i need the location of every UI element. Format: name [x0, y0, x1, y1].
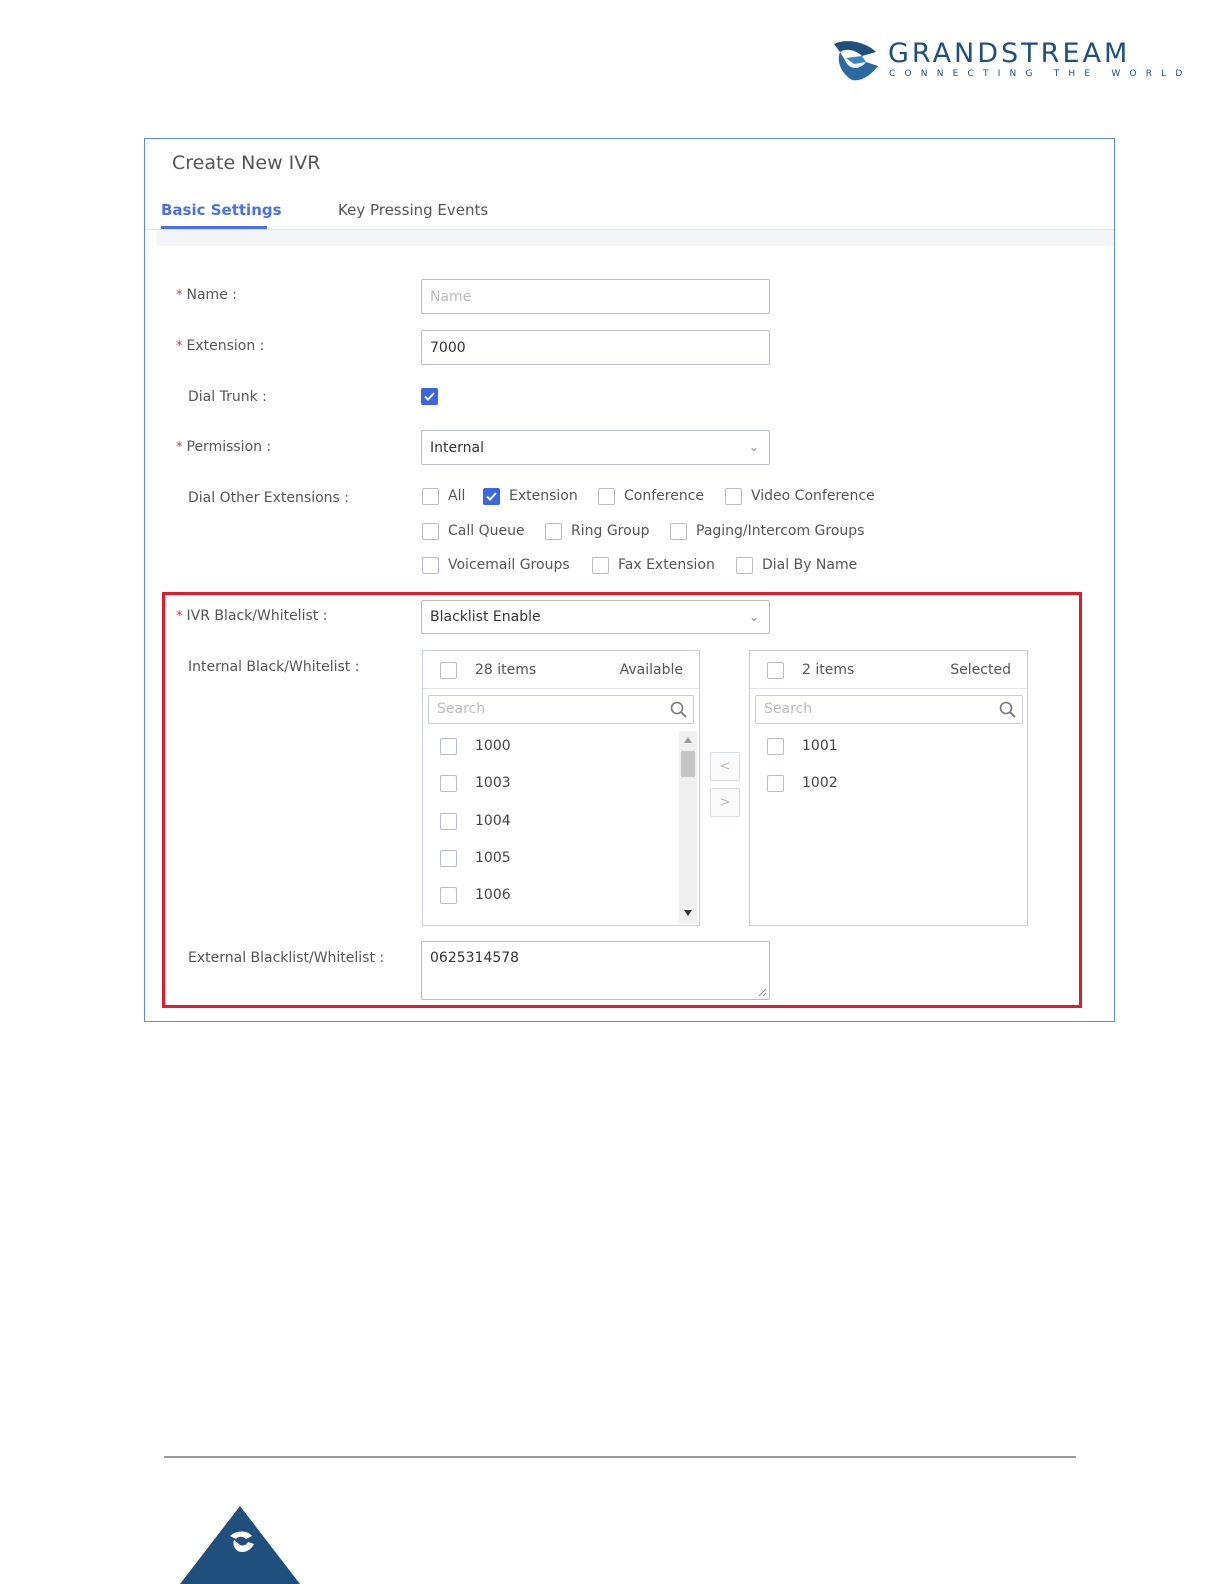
name-input[interactable]: Name: [421, 279, 770, 314]
resize-handle-icon[interactable]: [757, 987, 767, 997]
option-dial-by-name-label: Dial By Name: [762, 557, 858, 573]
tab-key-pressing-events[interactable]: Key Pressing Events: [338, 201, 489, 219]
list-item[interactable]: [750, 768, 1026, 802]
item-label: 1003: [475, 775, 511, 791]
tabs-band: [157, 230, 1114, 246]
item-label: 1002: [802, 775, 838, 791]
option-conference-checkbox[interactable]: [598, 488, 615, 505]
scroll-down-icon[interactable]: [683, 909, 693, 917]
move-right-button[interactable]: [710, 788, 740, 817]
option-fax-extension-checkbox[interactable]: [592, 557, 609, 574]
item-label: 1005: [475, 850, 511, 866]
item-label: 1000: [475, 738, 511, 754]
required-marker: *: [176, 288, 183, 303]
option-voicemail-groups-label: Voicemail Groups: [448, 557, 570, 573]
list-item[interactable]: [750, 731, 1026, 765]
item-checkbox[interactable]: [440, 850, 457, 867]
internal-blackwhitelist-label: Internal Black/Whitelist :: [188, 659, 360, 675]
item-checkbox[interactable]: [440, 887, 457, 904]
required-marker: *: [176, 609, 183, 624]
chevron-right-icon: >: [719, 795, 731, 810]
external-blackwhitelist-label: External Blacklist/Whitelist :: [188, 950, 385, 966]
selected-title: Selected: [950, 662, 1011, 678]
checkmark-icon: [486, 492, 497, 501]
scroll-up-icon[interactable]: [683, 736, 693, 744]
item-checkbox[interactable]: [440, 813, 457, 830]
option-call-queue-checkbox[interactable]: [422, 523, 439, 540]
available-count: 28 items: [475, 662, 537, 678]
list-item[interactable]: [423, 768, 679, 802]
dial-trunk-checkbox[interactable]: [421, 388, 438, 405]
option-fax-extension-label: Fax Extension: [618, 557, 715, 573]
option-dial-by-name-checkbox[interactable]: [736, 557, 753, 574]
required-marker: *: [176, 440, 183, 455]
footer-logo-icon: [180, 1506, 300, 1584]
option-extension-label: Extension: [509, 488, 578, 504]
external-blackwhitelist-textarea[interactable]: [421, 941, 770, 1000]
required-marker: *: [176, 339, 183, 354]
scrollbar[interactable]: [679, 731, 697, 924]
option-paging-intercom-checkbox[interactable]: [670, 523, 687, 540]
dial-other-extensions-label: Dial Other Extensions :: [188, 490, 349, 506]
item-label: 1004: [475, 813, 511, 829]
available-select-all-checkbox[interactable]: [440, 662, 457, 679]
permission-value: Internal: [430, 439, 484, 456]
option-video-conference-label: Video Conference: [751, 488, 875, 504]
option-all-checkbox[interactable]: [422, 488, 439, 505]
item-label: 1001: [802, 738, 838, 754]
item-checkbox[interactable]: [440, 738, 457, 755]
grandstream-logo: [832, 38, 1192, 84]
list-item[interactable]: [423, 843, 679, 877]
option-ring-group-checkbox[interactable]: [545, 523, 562, 540]
available-list: [422, 650, 700, 926]
permission-label: * Permission :: [176, 439, 272, 455]
available-title: Available: [619, 662, 683, 678]
list-item[interactable]: [423, 880, 679, 914]
option-paging-intercom-label: Paging/Intercom Groups: [696, 523, 865, 539]
item-checkbox[interactable]: [767, 775, 784, 792]
tab-basic-settings[interactable]: Basic Settings: [161, 201, 282, 219]
selected-select-all-checkbox[interactable]: [767, 662, 784, 679]
available-search-input[interactable]: [428, 695, 694, 724]
list-header-divider: [423, 688, 699, 689]
checkmark-icon: [424, 392, 435, 401]
option-all-label: All: [448, 488, 466, 504]
grandstream-logo-icon: [832, 40, 880, 82]
item-checkbox[interactable]: [767, 738, 784, 755]
item-checkbox[interactable]: [440, 775, 457, 792]
selected-count: 2 items: [802, 662, 855, 678]
name-label: * Name :: [176, 287, 237, 303]
ivr-blackwhitelist-label: * IVR Black/Whitelist :: [176, 608, 328, 624]
available-search-placeholder: Search: [437, 701, 486, 717]
option-extension-checkbox[interactable]: [483, 488, 500, 505]
selected-list: [749, 650, 1028, 926]
extension-label: * Extension :: [176, 338, 265, 354]
brand-name: GRANDSTREAM: [888, 38, 1131, 69]
chevron-down-icon: ⌄: [748, 610, 759, 624]
list-header-divider: [750, 688, 1027, 689]
ivr-blackwhitelist-value: Blacklist Enable: [430, 609, 541, 625]
chevron-down-icon: ⌄: [748, 440, 759, 454]
selected-search-placeholder: Search: [764, 701, 813, 717]
list-item[interactable]: [423, 806, 679, 840]
option-conference-label: Conference: [624, 488, 705, 504]
brand-tagline: CONNECTING THE WORLD: [889, 69, 1192, 79]
option-call-queue-label: Call Queue: [448, 523, 525, 539]
panel-title: Create New IVR: [172, 152, 321, 174]
extension-input[interactable]: 7000: [421, 330, 770, 365]
permission-select[interactable]: [421, 430, 770, 465]
option-video-conference-checkbox[interactable]: [725, 488, 742, 505]
scrollbar-thumb[interactable]: [681, 751, 695, 777]
selected-search-input[interactable]: [755, 695, 1023, 724]
footer-divider: [164, 1456, 1076, 1458]
option-voicemail-groups-checkbox[interactable]: [422, 557, 439, 574]
option-ring-group-label: Ring Group: [571, 523, 650, 539]
search-icon: [999, 701, 1016, 718]
ivr-blackwhitelist-select[interactable]: [421, 600, 770, 634]
dial-trunk-label: Dial Trunk :: [188, 389, 267, 405]
move-left-button[interactable]: [710, 752, 740, 781]
search-icon: [670, 701, 687, 718]
external-blackwhitelist-value: 0625314578: [430, 950, 520, 966]
item-label: 1006: [475, 887, 511, 903]
list-item[interactable]: [423, 731, 679, 765]
chevron-left-icon: <: [719, 759, 731, 774]
